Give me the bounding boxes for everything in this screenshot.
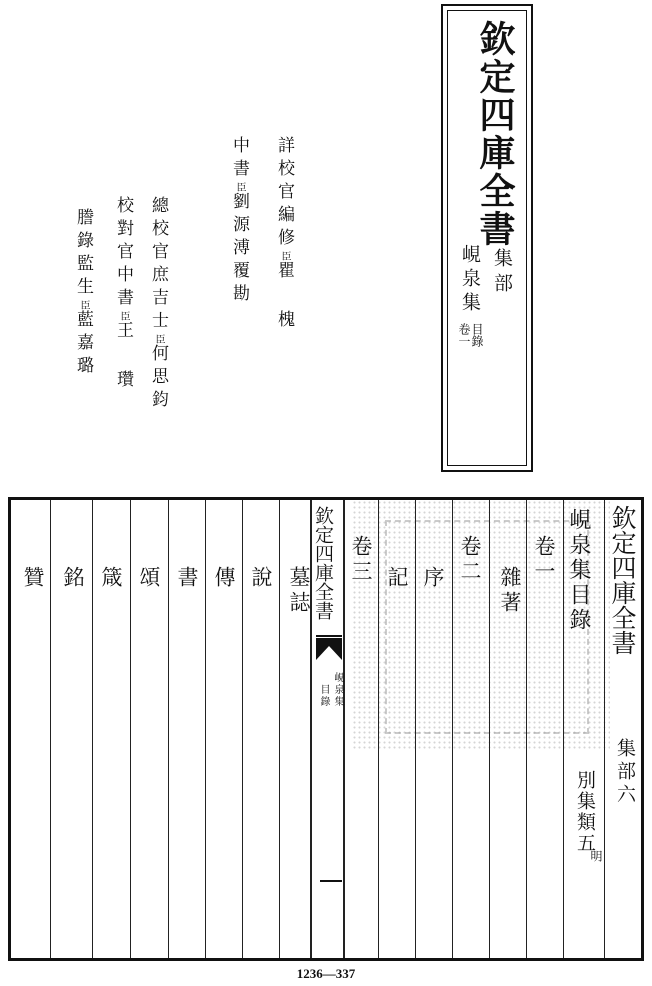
catalog-entry: 銘 <box>61 566 85 591</box>
column-rule <box>242 500 243 958</box>
fishtail-icon <box>316 634 342 662</box>
column-rule <box>415 500 416 958</box>
credit-name: 藍嘉璐 <box>73 310 93 379</box>
credit-note: 臣 <box>118 311 129 321</box>
credit-role: 中書 <box>229 136 249 182</box>
column-rule <box>205 500 206 958</box>
catalog-entry: 墓誌 <box>287 566 311 616</box>
catalog-entry: 雜著 <box>498 566 522 616</box>
credit-note: 臣 <box>234 182 245 192</box>
credit-role: 謄錄監生 <box>73 208 93 300</box>
credit-role: 總校官庶吉士 <box>148 196 168 334</box>
catalog-entry: 說 <box>249 566 273 591</box>
catalog-entry: 贊 <box>21 566 45 591</box>
fold-page-mark <box>320 880 342 882</box>
column-rule <box>50 500 51 958</box>
credit-name: 何思鈞 <box>148 344 168 413</box>
catalog-entry: 卷三 <box>349 535 373 585</box>
credit-note: 臣 <box>78 300 89 310</box>
label-collection-title: 欽定四庫全書 <box>474 20 516 248</box>
page-header-title: 欽定四庫全書 <box>608 505 637 655</box>
catalog-entry: 卷一 <box>532 535 556 585</box>
fold-subtitle: 目錄 <box>318 684 329 708</box>
credit-line-5 <box>71 208 96 379</box>
book-catalog-title: 峴泉集目錄 <box>566 508 591 633</box>
catalog-entry: 序 <box>421 566 445 591</box>
label-subtitle-catalog: 目錄 <box>470 323 484 347</box>
catalog-entry: 記 <box>385 566 409 591</box>
catalog-entry: 箴 <box>99 566 123 591</box>
catalog-entry: 卷二 <box>458 535 482 585</box>
page-section: 集部六 <box>614 738 636 807</box>
credit-line-4 <box>111 196 136 393</box>
credit-note: 臣 <box>153 334 164 344</box>
column-rule <box>489 500 490 958</box>
column-rule <box>92 500 93 958</box>
title-label-card <box>441 4 533 472</box>
column-rule <box>130 500 131 958</box>
page-number: 1236—337 <box>296 966 356 981</box>
column-rule <box>604 500 605 958</box>
credit-line-2 <box>227 136 252 307</box>
fold-collection-title: 欽定四庫全書 <box>312 506 334 620</box>
catalog-entry: 頌 <box>137 566 161 591</box>
column-rule <box>279 500 280 958</box>
credit-name: 瞿 槐 <box>274 261 294 333</box>
catalog-entry: 傳 <box>212 566 236 591</box>
credit-role: 詳校官編修 <box>274 136 294 251</box>
catalog-entry: 書 <box>175 566 199 591</box>
credit-note: 臣 <box>279 251 290 261</box>
fold-book-title: 峴泉集 <box>332 672 343 708</box>
credit-line-3 <box>146 196 171 413</box>
credit-role: 校對官中書 <box>113 196 133 311</box>
credit-line-1 <box>272 136 297 333</box>
fold-rule-right <box>343 500 345 958</box>
label-subtitle-volume: 卷一 <box>457 323 471 347</box>
page-category: 別集類五 <box>574 770 596 854</box>
column-rule <box>378 500 379 958</box>
column-rule <box>526 500 527 958</box>
page-dynasty: 明 <box>589 850 603 862</box>
credit-name: 王 瓚 <box>113 321 133 393</box>
column-rule <box>452 500 453 958</box>
column-rule <box>168 500 169 958</box>
credit-name: 劉源溥覆勘 <box>229 192 249 307</box>
label-section: 集部 <box>491 248 513 298</box>
label-book-title: 峴泉集 <box>459 244 481 316</box>
